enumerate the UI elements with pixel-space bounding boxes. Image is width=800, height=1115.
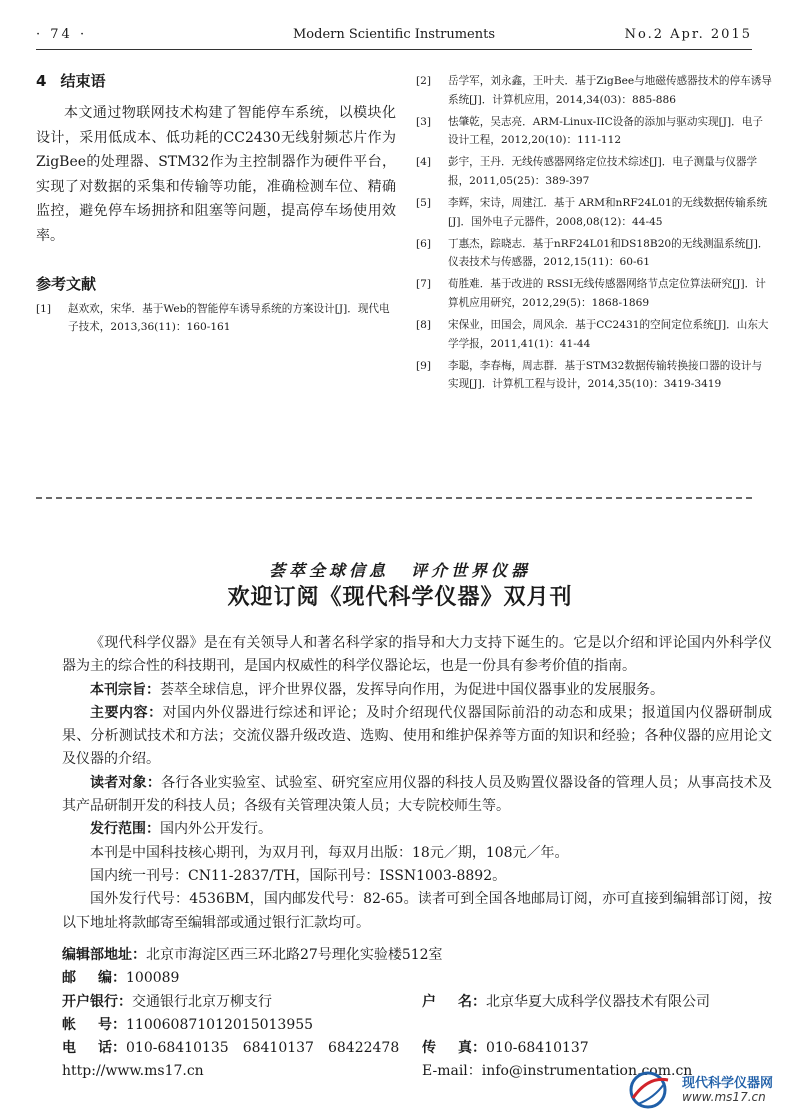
zip-label-a: 邮 xyxy=(62,970,98,987)
ad-issn-line: 国内统一刊号：CN11-2837/TH，国际刊号：ISSN1003-8892。 xyxy=(90,867,507,884)
ad-content xyxy=(62,702,772,772)
left-column xyxy=(36,70,396,340)
page-number: · 74 · xyxy=(36,27,88,42)
ad-slogan xyxy=(0,558,800,581)
readers-text: 各行各业实验室、试验室、研究室应用仪器的科技人员及购置仪器设备的管理人员；从事高技术及其产品研制开发的科技人员；各级有关管理决策人员；大专院校师生等。 xyxy=(62,774,773,815)
reference-item xyxy=(416,113,772,150)
reference-text: 宋保业，田国会，周风余．基于CC2431的空间定位系统[J]．山东大学学报，2011,41(1)：41-44 xyxy=(448,319,769,350)
ad-title: 欢迎订阅《现代科学仪器》双月刊 xyxy=(227,584,573,610)
section-number: 4 xyxy=(36,72,47,90)
ad-subscription-line: 国外发行代号：4536BM，国内邮发代号：82-65。读者可到全国各地邮局订阅，亦可直接到编辑部订阅，按以下地址将款邮寄至编辑部或通过银行汇款均可。 xyxy=(62,891,772,931)
reference-index: [6] xyxy=(416,237,432,250)
reference-text: 丁惠杰，踪晓志．基于nRF24L01和DS18B20的无线测温系统[J]．仪表技术与传感器，2012,15(11)：60-61 xyxy=(448,237,769,269)
reference-item xyxy=(36,300,396,337)
account-no-value: 110060871012015013955 xyxy=(126,1016,314,1033)
watermark-url: www.ms17.cn xyxy=(682,1090,766,1104)
account-name-value: 北京华夏大成科学仪器技术有限公司 xyxy=(486,993,710,1010)
reference-text: 李辉，宋诗，周建江．基于 ARM和nRF24L01的无线数据传输系统[J]．国外电子元器件，2008,08(12)：44-45 xyxy=(448,197,768,228)
section-heading xyxy=(36,70,396,91)
address-row xyxy=(62,944,772,967)
reference-item xyxy=(416,235,772,272)
bank-label: 开户银行： xyxy=(62,993,132,1010)
account-no-label-a: 帐 xyxy=(62,1016,98,1033)
reference-text: 岳学军，刘永鑫，王叶夫．基于ZigBee与地磁传感器技术的停车诱导系统[J]．计算机应用，2014,34(03)：885-886 xyxy=(448,75,772,106)
dashed-divider xyxy=(36,497,752,499)
fax xyxy=(422,1037,589,1060)
reference-item xyxy=(416,153,772,190)
reference-index: [3] xyxy=(416,115,432,128)
address-label: 编辑部地址： xyxy=(62,947,146,963)
aim-label: 本刊宗旨： xyxy=(90,681,160,698)
issue-info: No.2 Apr. 2015 xyxy=(624,27,752,42)
phone-label-b: 话： xyxy=(98,1040,126,1057)
section-title: 结束语 xyxy=(60,72,106,90)
contact-block xyxy=(62,944,772,1084)
zip-label-b: 编： xyxy=(98,970,126,987)
watermark-name: 现代科学仪器网 xyxy=(682,1076,774,1091)
scope-label: 发行范围： xyxy=(90,821,160,838)
journal-name: Modern Scientific Instruments xyxy=(292,27,496,42)
header-rule xyxy=(36,49,752,50)
right-column xyxy=(416,72,772,398)
reference-item xyxy=(416,275,772,312)
slogan-right: 评介世界仪器 xyxy=(411,561,532,580)
content-text: 对国内外仪器进行综述和评论；及时介绍现代仪器国际前沿的动态和成果；报道国内仪器研制成果、分析测试技术和方法；交流仪器升级改造、选购、使用和维护保养等方面的知识和经验；各种仪器的应用论文及仪器的介绍。 xyxy=(62,704,772,768)
address-value: 北京市海淀区西三环北路27号理化实验楼512室 xyxy=(146,947,443,963)
page-header xyxy=(36,27,752,49)
aim-text: 荟萃全球信息，评介世界仪器，发挥导向作用，为促进中国仪器事业的发展服务。 xyxy=(160,681,664,698)
reference-index: [5] xyxy=(416,197,432,210)
content-label: 主要内容： xyxy=(90,704,163,721)
reference-item xyxy=(416,357,772,394)
reference-text: 李聪，李春梅，周志群．基于STM32数据传输转换接口器的设计与实现[J]．计算机工程与设计，2014,35(10)：3419-3419 xyxy=(448,359,763,391)
readers-label: 读者对象： xyxy=(90,774,162,791)
reference-item xyxy=(416,72,772,109)
reference-text: 荀胜难．基于改进的 RSSI无线传感器网络节点定位算法研究[J]．计算机应用研究，2012,29(5)：1868-1869 xyxy=(448,278,766,310)
ad-body xyxy=(62,632,772,935)
ad-aim xyxy=(62,679,772,702)
references-heading: 参考文献 xyxy=(36,274,97,293)
reference-item xyxy=(416,194,772,231)
bank-row xyxy=(62,991,772,1014)
reference-index: [7] xyxy=(416,278,432,291)
ad-readers xyxy=(62,772,772,819)
slogan-left: 荟萃全球信息 xyxy=(268,561,389,580)
account-name xyxy=(422,991,710,1014)
account-row xyxy=(62,1014,772,1037)
conclusion-paragraph: 本文通过物联网技术构建了智能停车系统，以模块化设计，采用低成本、低功耗的CC2430无线射频芯片作为ZigBee的处理器、STM32作为主控制器作为硬件平台，实现了对数据的采集和传输等功能，准确检测车位、精确监控，避免停车场拥挤和阻塞等问题，提高停车场使用效率。 xyxy=(36,105,396,244)
ad-scope xyxy=(62,818,772,841)
reference-text: 怯肇乾，吴志亮．ARM-Linux-IIC设备的添加与驱动实现[J]．电子设计工程，2012,20(10)：111-112 xyxy=(448,115,763,147)
reference-index: [2] xyxy=(416,75,432,87)
scope-text: 国内外公开发行。 xyxy=(160,821,272,838)
zip-value: 100089 xyxy=(126,970,180,987)
ad-price-line: 本刊是中国科技核心期刊，为双月刊，每双月出版：18元／期，108元／年。 xyxy=(90,844,569,861)
account-no-label-b: 号： xyxy=(98,1016,126,1033)
fax-value: 010-68410137 xyxy=(486,1040,589,1057)
reference-text: 彭宇，王丹．无线传感器网络定位技术综述[J]．电子测量与仪器学报，2011,05(25)：389-397 xyxy=(448,156,758,187)
reference-index: [4] xyxy=(416,156,432,169)
account-name-label-a: 户 xyxy=(422,993,458,1010)
account-name-label-b: 名： xyxy=(458,993,486,1010)
reference-item xyxy=(416,316,772,353)
reference-index: [8] xyxy=(416,319,432,332)
reference-text: 赵欢欢，宋华．基于Web的智能停车诱导系统的方案设计[J]．现代电子技术，2013,36(11)：160-161 xyxy=(68,302,390,334)
reference-index: [9] xyxy=(416,359,432,372)
zip-row xyxy=(62,967,772,990)
watermark-logo xyxy=(624,1068,794,1112)
phone-label-a: 电 xyxy=(62,1040,98,1057)
fax-label-a: 传 xyxy=(422,1040,458,1057)
reference-index: [1] xyxy=(36,302,52,315)
phone-value: 010-68410135 68410137 68422478 xyxy=(126,1040,400,1057)
bank-value: 交通银行北京万柳支行 xyxy=(132,993,272,1010)
ad-intro: 《现代科学仪器》是在有关领导人和著名科学家的指导和大力支持下诞生的。它是以介绍和评论国内外科学仪器为主的综合性的科技期刊，是国内权威性的科学仪器论坛，也是一份具有参考价值的指南。 xyxy=(62,635,772,675)
globe-icon xyxy=(624,1068,676,1112)
website-link[interactable]: http://www.ms17.cn xyxy=(62,1063,204,1080)
phone-row xyxy=(62,1037,772,1060)
email-link[interactable]: E-mail：info@instrumentation.com.cn xyxy=(422,1063,693,1080)
fax-label-b: 真： xyxy=(458,1040,486,1057)
